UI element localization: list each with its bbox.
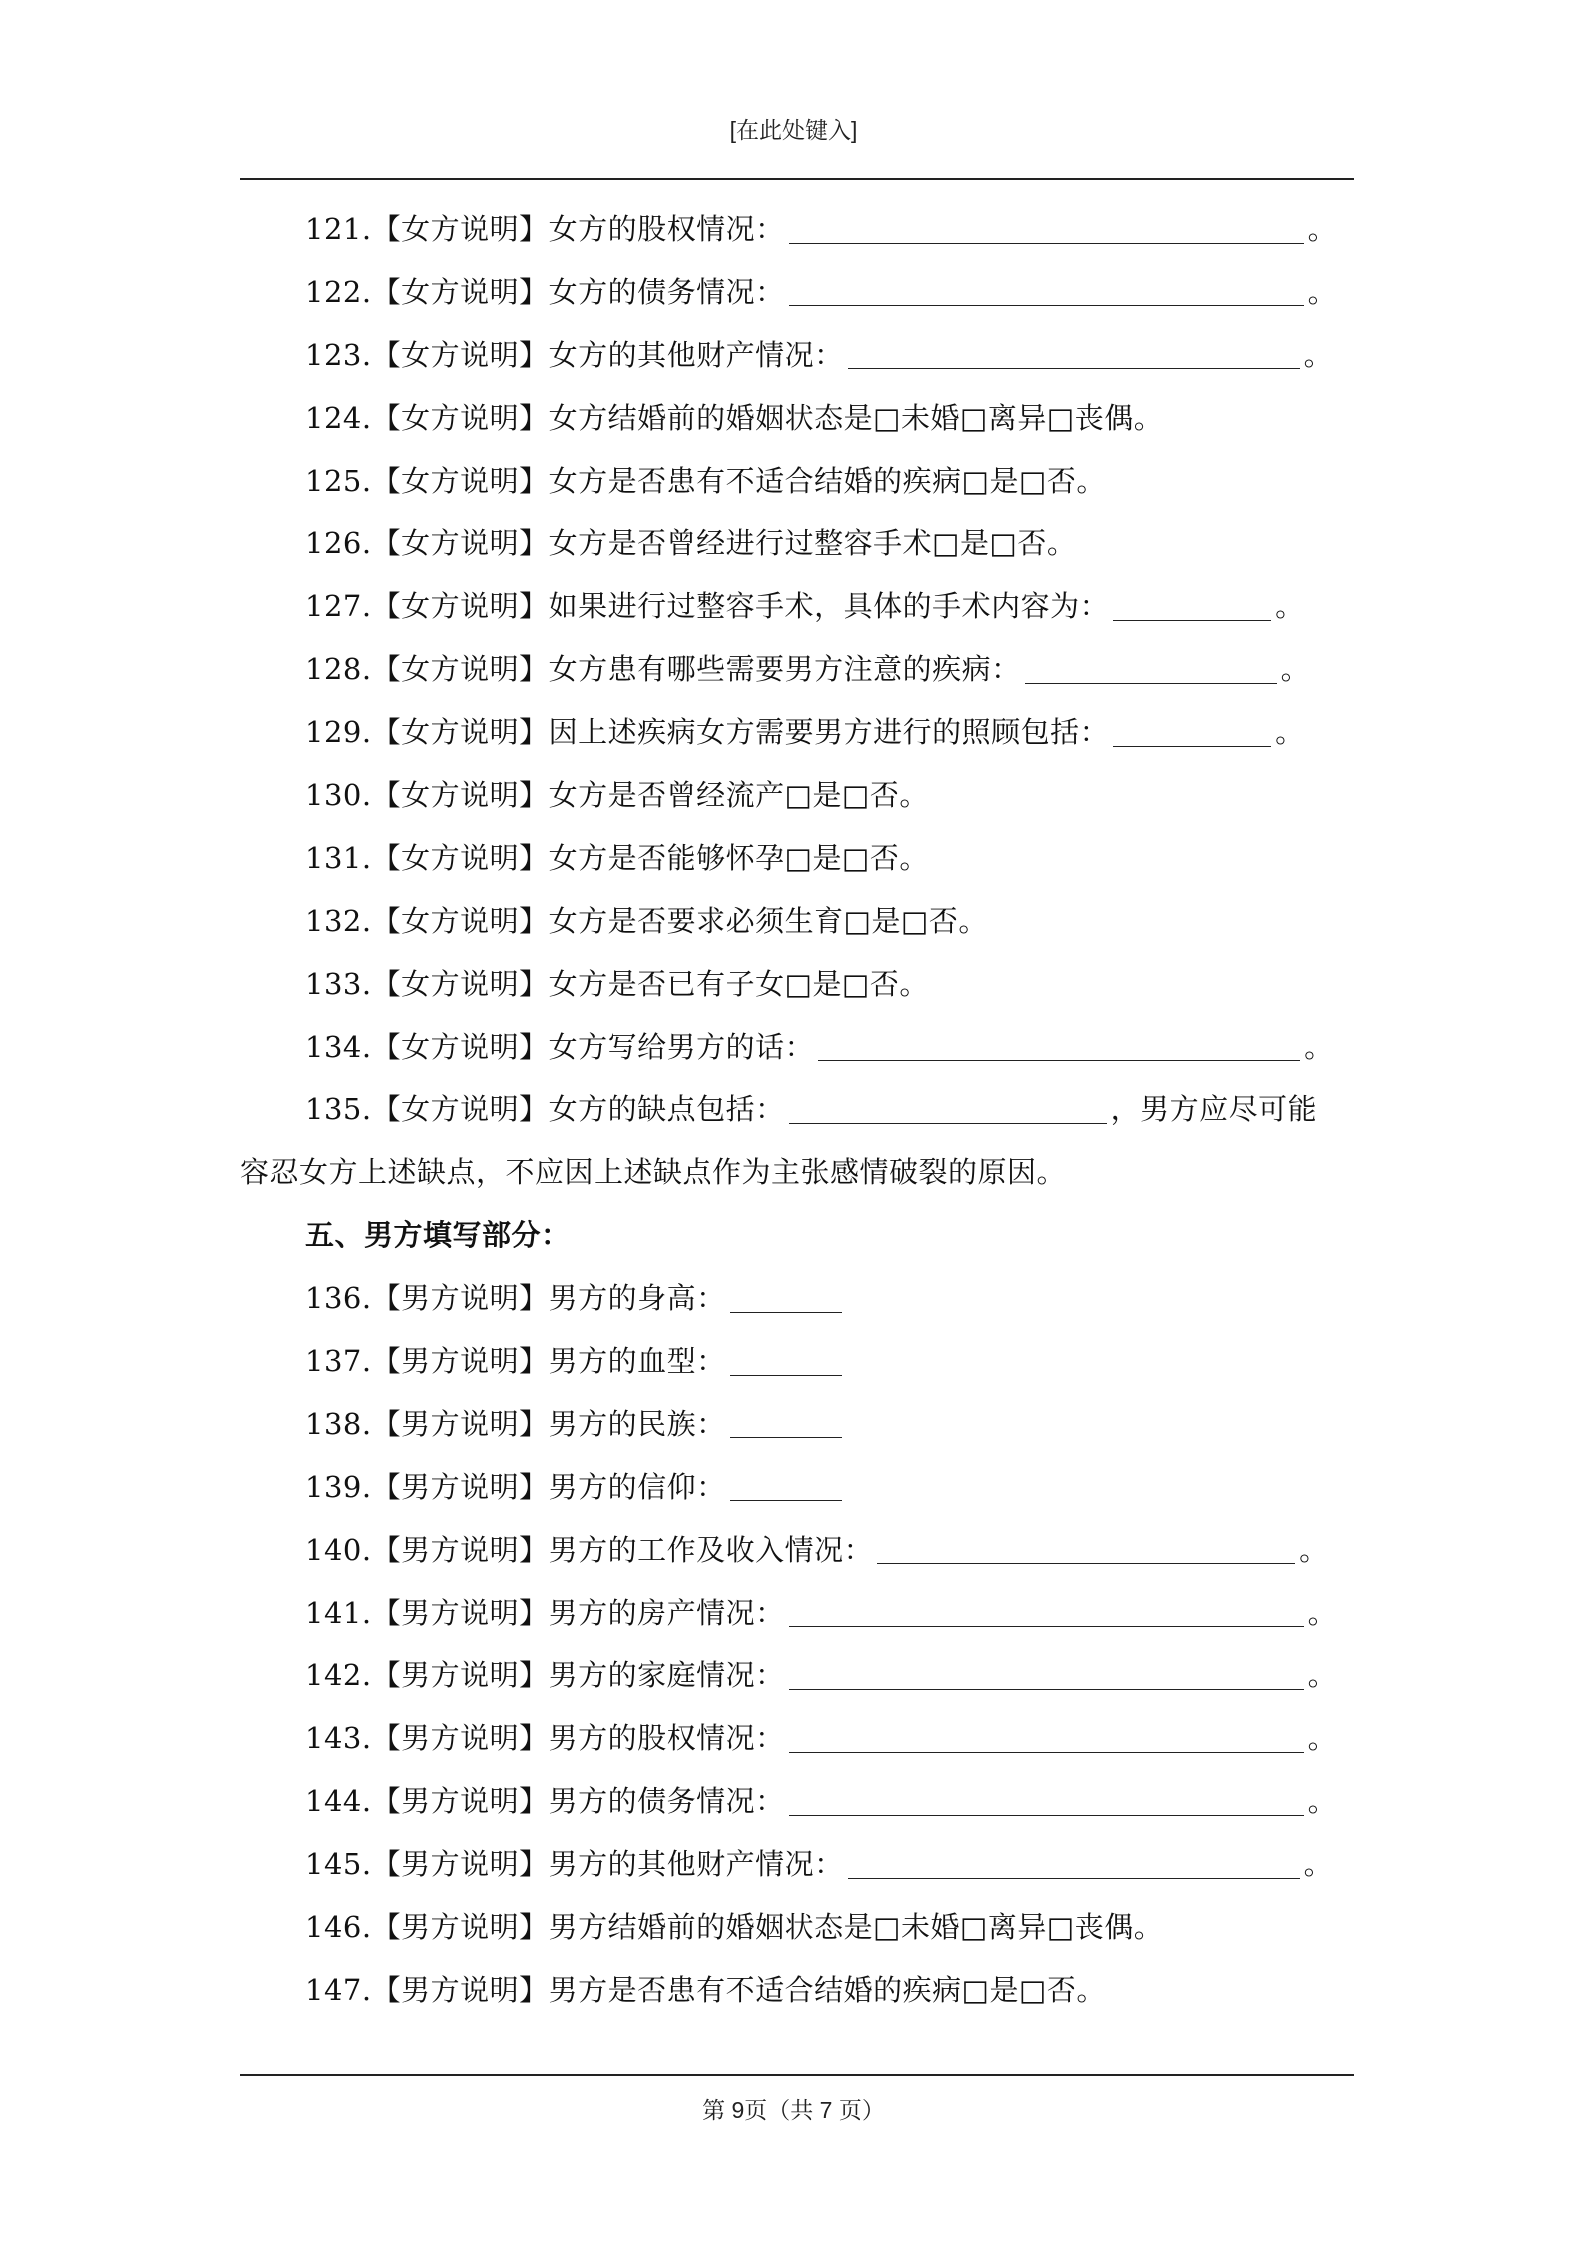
- page-header: [在此处键入]: [729, 117, 858, 143]
- item-text: 145.【男方说明】男方的其他财产情况：: [305, 1847, 844, 1882]
- item-suffix: 。: [1307, 1721, 1338, 1756]
- list-item: [240, 1896, 1354, 1959]
- document-body: [240, 198, 1354, 2022]
- fill-in-blank[interactable]: [789, 1099, 1107, 1124]
- item-text: 131.【女方说明】女方是否能够怀孕□是□否。: [305, 840, 929, 875]
- list-item: [240, 1330, 1354, 1393]
- list-item-continuation: [240, 1141, 1354, 1204]
- header-rule: [240, 178, 1354, 180]
- list-item: [240, 764, 1354, 827]
- item-text: 147.【男方说明】男方是否患有不适合结婚的疾病□是□否。: [305, 1972, 1106, 2007]
- section-heading: [240, 1204, 1354, 1267]
- list-item: [240, 1644, 1354, 1707]
- item-suffix: 。: [1280, 652, 1311, 687]
- item-suffix: 。: [1299, 1532, 1329, 1567]
- list-item: [240, 890, 1354, 953]
- list-item: [240, 1582, 1354, 1645]
- item-text: 144.【男方说明】男方的债务情况：: [305, 1784, 785, 1819]
- fill-in-blank[interactable]: [1113, 722, 1271, 747]
- list-item: [240, 1456, 1354, 1519]
- item-text: 129.【女方说明】因上述疾病女方需要男方进行的照顾包括：: [305, 715, 1110, 750]
- fill-in-blank[interactable]: [1025, 659, 1277, 684]
- list-item: [240, 1393, 1354, 1456]
- item-text: 126.【女方说明】女方是否曾经进行过整容手术□是□否。: [305, 526, 1077, 561]
- list-item: [240, 198, 1354, 261]
- item-text: 130.【女方说明】女方是否曾经流产□是□否。: [305, 778, 929, 813]
- item-text: 容忍女方上述缺点，不应因上述缺点作为主张感情破裂的原因。: [240, 1155, 1067, 1190]
- list-item: [240, 1267, 1354, 1330]
- item-text: 139.【男方说明】男方的信仰：: [305, 1469, 726, 1504]
- item-text: 137.【男方说明】男方的血型：: [305, 1344, 726, 1379]
- footer-rule: [240, 2074, 1354, 2076]
- list-item: [240, 1519, 1354, 1582]
- list-item: [240, 450, 1354, 513]
- list-item: [240, 953, 1354, 1016]
- item-suffix: 。: [1307, 274, 1338, 309]
- heading-text: 五、男方填写部分：: [305, 1218, 571, 1253]
- item-suffix: 。: [1307, 1658, 1338, 1693]
- item-text: 142.【男方说明】男方的家庭情况：: [305, 1658, 785, 1693]
- list-item: [240, 324, 1354, 387]
- item-text: 125.【女方说明】女方是否患有不适合结婚的疾病□是□否。: [305, 463, 1106, 498]
- item-text: 132.【女方说明】女方是否要求必须生育□是□否。: [305, 903, 988, 938]
- item-text: 135.【女方说明】女方的缺点包括：: [305, 1092, 785, 1127]
- list-item: [240, 1833, 1354, 1896]
- list-item: [240, 575, 1354, 638]
- fill-in-blank[interactable]: [730, 1351, 842, 1376]
- list-item: [240, 512, 1354, 575]
- fill-in-blank[interactable]: [789, 1728, 1304, 1753]
- list-item: [240, 1707, 1354, 1770]
- item-suffix: ，男方应尽可能: [1110, 1092, 1318, 1127]
- list-item: [240, 1016, 1354, 1079]
- item-suffix: 。: [1304, 1029, 1334, 1064]
- list-item: [240, 1770, 1354, 1833]
- item-text: 123.【女方说明】女方的其他财产情况：: [305, 337, 844, 372]
- item-text: 141.【男方说明】男方的房产情况：: [305, 1595, 785, 1630]
- item-suffix: 。: [1303, 337, 1334, 372]
- item-text: 136.【男方说明】男方的身高：: [305, 1281, 726, 1316]
- fill-in-blank[interactable]: [789, 219, 1304, 244]
- item-suffix: 。: [1307, 212, 1338, 246]
- item-text: 143.【男方说明】男方的股权情况：: [305, 1721, 785, 1756]
- fill-in-blank[interactable]: [789, 281, 1304, 306]
- page-footer: 第 9页（共 7 页）: [702, 2097, 885, 2123]
- list-item: [240, 827, 1354, 890]
- list-item: [240, 701, 1354, 764]
- item-suffix: 。: [1307, 1595, 1338, 1630]
- item-text: 134.【女方说明】女方写给男方的话：: [305, 1029, 815, 1064]
- fill-in-blank[interactable]: [848, 1854, 1300, 1879]
- fill-in-blank[interactable]: [877, 1539, 1295, 1564]
- list-item: [240, 261, 1354, 324]
- item-suffix: 。: [1307, 1784, 1338, 1819]
- fill-in-blank[interactable]: [789, 1665, 1304, 1690]
- item-suffix: 。: [1275, 589, 1305, 624]
- fill-in-blank[interactable]: [730, 1288, 842, 1313]
- item-text: 140.【男方说明】男方的工作及收入情况：: [305, 1532, 874, 1567]
- fill-in-blank[interactable]: [818, 1036, 1300, 1061]
- item-text: 133.【女方说明】女方是否已有子女□是□否。: [305, 966, 929, 1001]
- item-text: 121.【女方说明】女方的股权情况：: [305, 212, 785, 246]
- list-item: [240, 1078, 1354, 1141]
- list-item: [240, 387, 1354, 450]
- item-text: 122.【女方说明】女方的债务情况：: [305, 274, 785, 309]
- fill-in-blank[interactable]: [789, 1602, 1304, 1627]
- fill-in-blank[interactable]: [730, 1413, 842, 1438]
- item-suffix: 。: [1303, 1847, 1334, 1882]
- item-text: 124.【女方说明】女方结婚前的婚姻状态是□未婚□离异□丧偶。: [305, 400, 1164, 435]
- item-text: 138.【男方说明】男方的民族：: [305, 1406, 726, 1441]
- item-text: 127.【女方说明】如果进行过整容手术，具体的手术内容为：: [305, 589, 1110, 624]
- item-text: 128.【女方说明】女方患有哪些需要男方注意的疾病：: [305, 652, 1021, 687]
- fill-in-blank[interactable]: [848, 344, 1300, 369]
- list-item: [240, 1959, 1354, 2022]
- fill-in-blank[interactable]: [789, 1791, 1304, 1816]
- fill-in-blank[interactable]: [1113, 596, 1271, 621]
- item-suffix: 。: [1275, 715, 1305, 750]
- fill-in-blank[interactable]: [730, 1476, 842, 1501]
- list-item: [240, 638, 1354, 701]
- item-text: 146.【男方说明】男方结婚前的婚姻状态是□未婚□离异□丧偶。: [305, 1910, 1164, 1945]
